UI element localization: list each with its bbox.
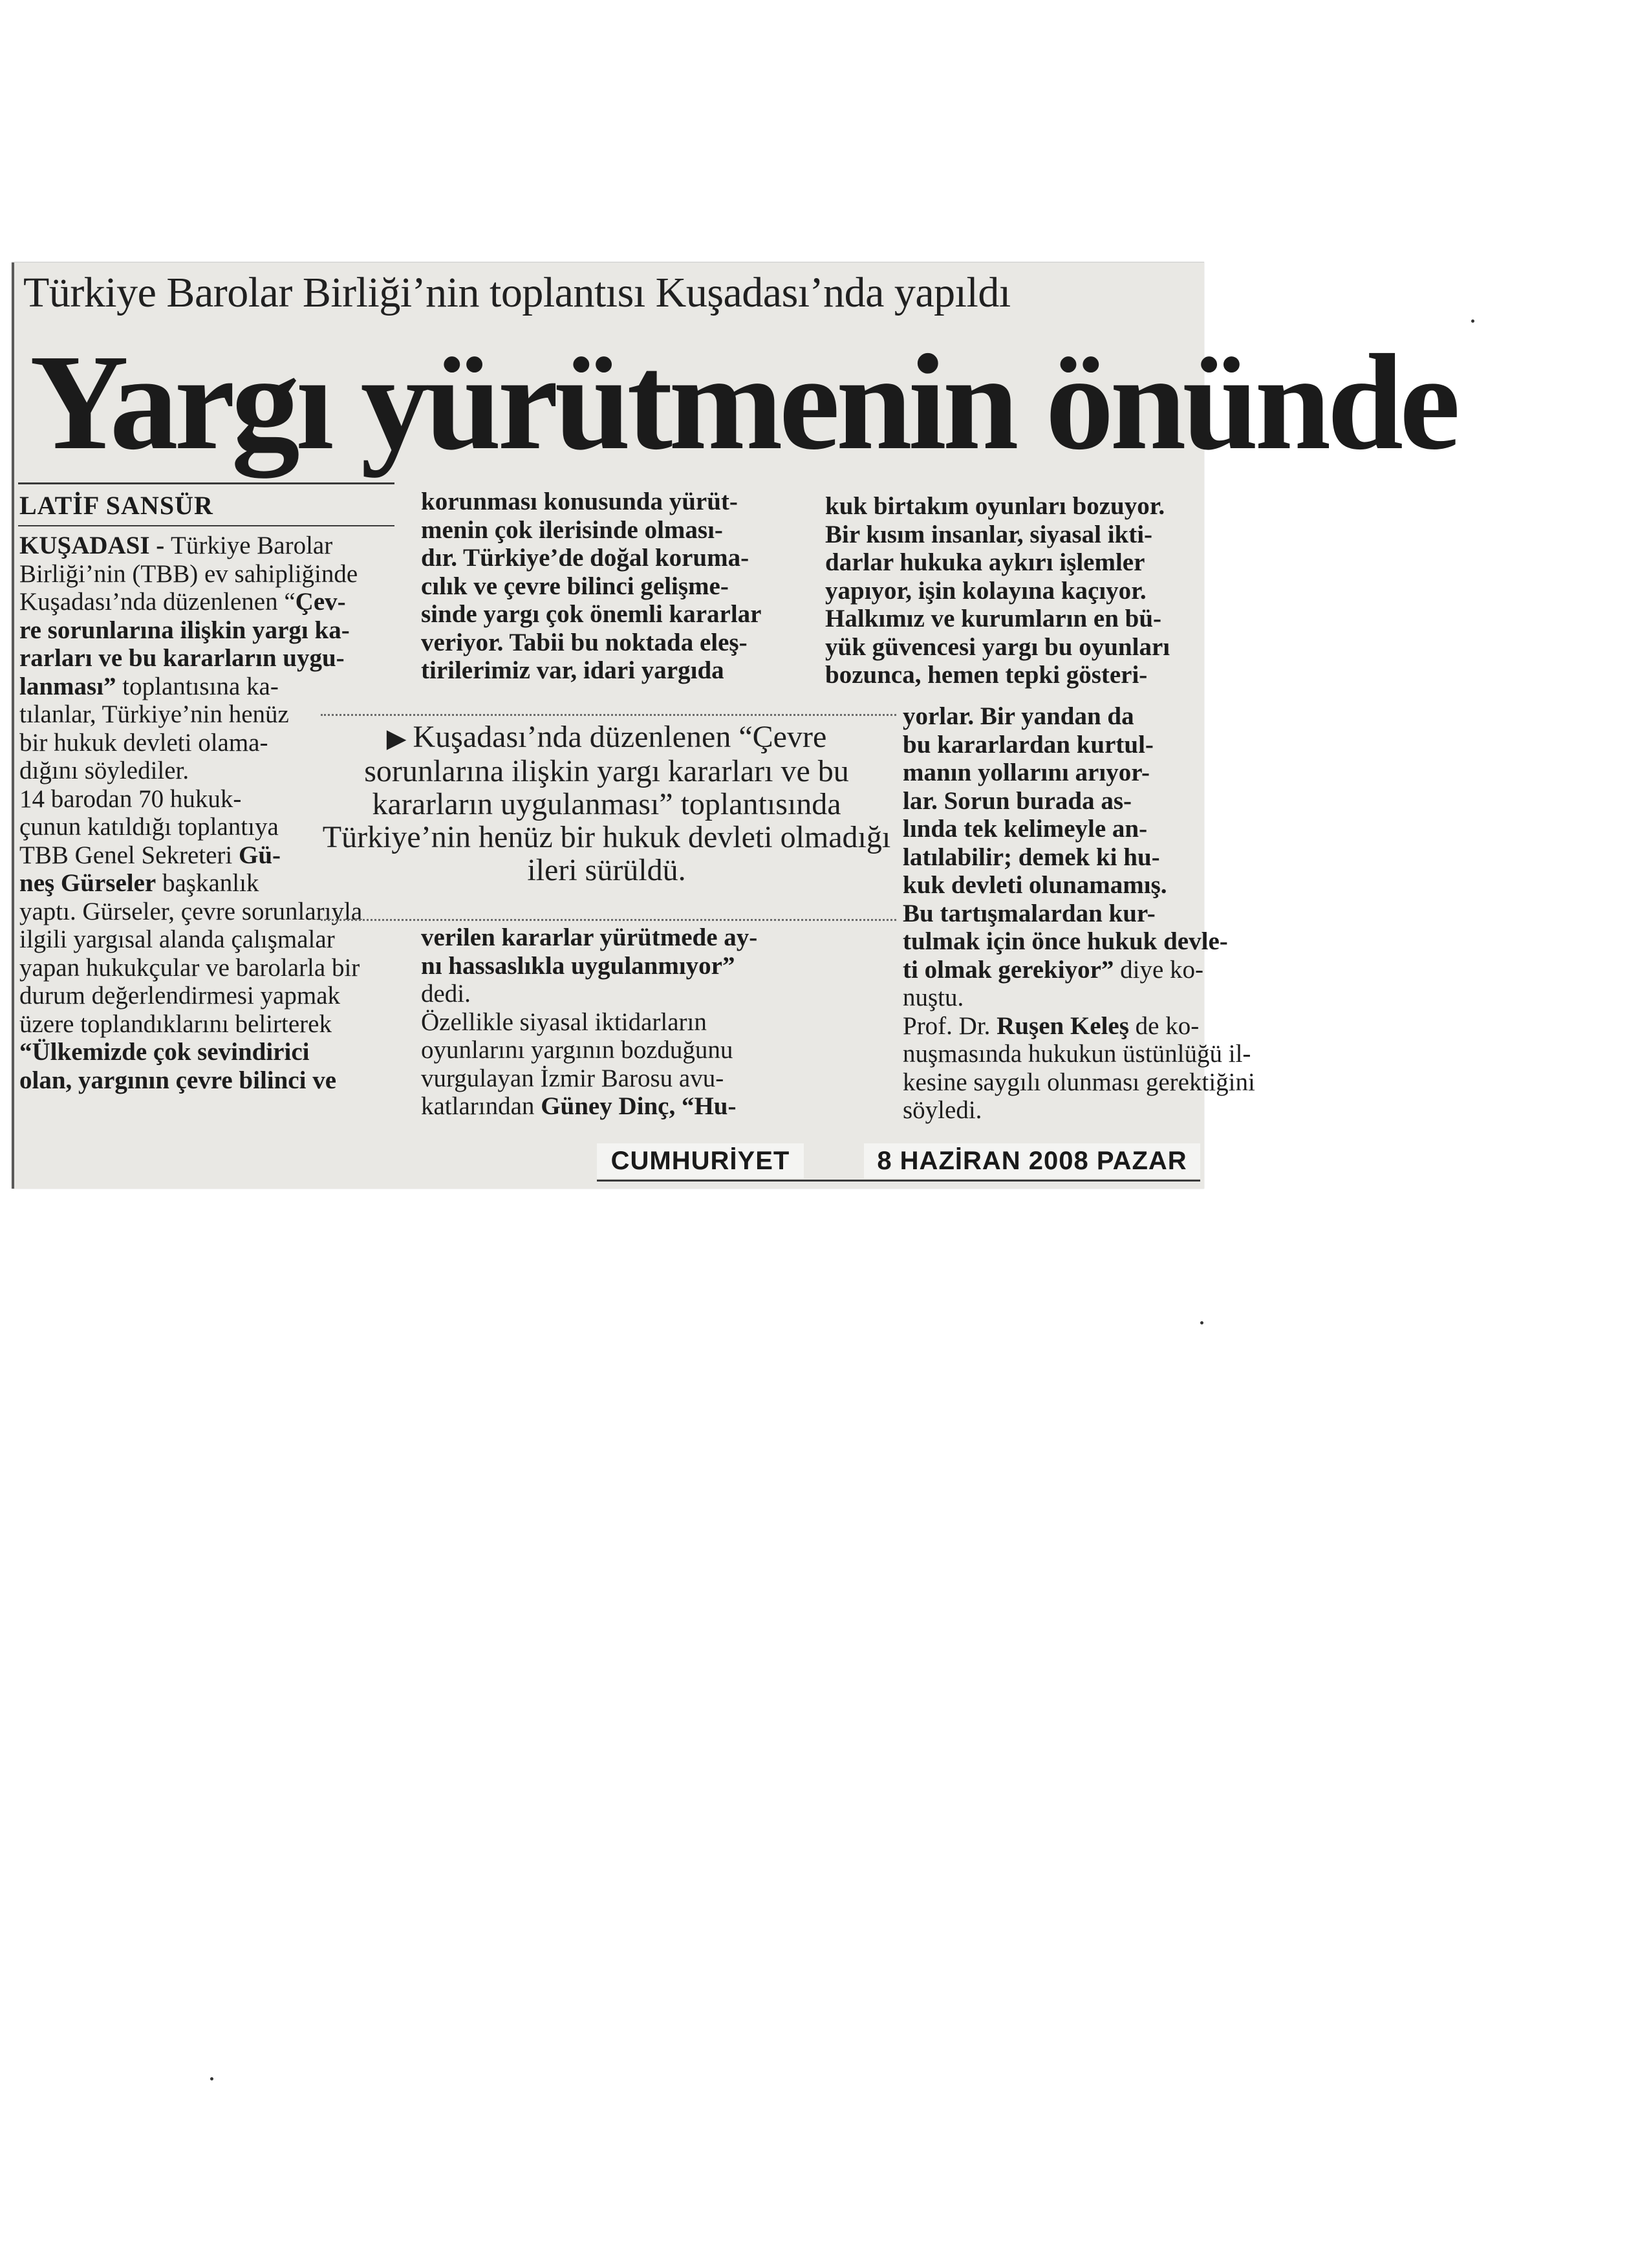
text-run: yorlar. Bir yandan da [903,702,1134,730]
text-line [903,1068,1255,1097]
text-run: dır. Türkiye’de doğal koruma- [421,544,749,572]
text-run: üzere toplandıklarını belirterek [19,1010,332,1038]
text-run: yapan hukukçular ve barolarla bir [19,953,360,982]
text-run: “Ülkemizde çok sevindirici [19,1038,310,1066]
text-run: bir hukuk devleti olama- [19,728,268,757]
text-line [903,843,1200,872]
text-run: re sorunlarına ilişkin yargı ka- [19,616,350,644]
text-run: darlar hukuka aykırı işlemler [825,548,1145,576]
article-column-2-bottom [421,923,803,1121]
text-line [903,1012,1200,1041]
text-line [421,629,803,657]
footer-underline [597,1180,1200,1182]
text-run: ti olmak gerekiyor” [903,955,1114,984]
text-line [19,644,394,673]
text-line [903,984,1200,1012]
text-run: Birliği’nin (TBB) ev sahipliğinde [19,559,358,588]
text-run: neş Gürseler [19,869,156,897]
newspaper-name: CUMHURİYET [597,1143,804,1178]
scan-speck [210,2077,213,2080]
text-run: menin çok ilerisinde olması- [421,515,723,544]
text-run: de ko- [1128,1011,1200,1040]
text-line [903,900,1200,928]
text-run: dığını söylediler. [19,757,189,784]
text-line [903,815,1200,843]
text-run: Bu tartışmalardan kur- [903,899,1156,927]
text-line [421,488,803,516]
text-run: Çev- [295,588,346,616]
text-run: dedi. [421,980,471,1008]
text-run: diye ko- [1114,955,1204,984]
text-line [19,532,394,560]
text-line [19,1010,394,1039]
text-line [19,616,394,645]
text-line [19,954,394,982]
pullquote [316,720,898,914]
text-line [903,871,1200,900]
text-line [421,952,803,980]
article-column-2-top [421,488,803,685]
text-run: tirilerimiz var, idari yargıda [421,656,724,684]
text-line [421,516,803,545]
text-run: latılabilir; demek ki hu- [903,843,1160,871]
text-run: söyledi. [903,1096,982,1124]
text-run: nuştu. [903,984,964,1011]
text-run: manın yollarını arıyor- [903,759,1150,786]
text-line [19,673,394,701]
text-run: ilgili yargısal alanda çalışmalar [19,925,335,953]
text-run: verilen kararlar yürütmede ay- [421,923,758,951]
text-run: korunması konusunda yürüt- [421,488,738,515]
text-line [903,787,1200,815]
text-line [825,661,1200,689]
text-line [903,1096,1200,1125]
text-run: KUŞADASI - [19,532,171,559]
text-line [903,927,1228,956]
text-line [903,955,1204,984]
text-line [421,544,803,572]
text-line [421,1092,803,1121]
pullquote-bottom-rule [321,919,896,921]
text-run: başkanlık [156,869,259,897]
scan-speck [1200,1321,1203,1324]
text-run: Kuşadası’nda düzenlenen “ [19,588,296,616]
text-run: nuşmasında hukukun üstünlüğü il- [903,1040,1251,1068]
text-run: lında tek kelimeyle an- [903,815,1148,843]
text-run: Güney Dinç, “Hu- [541,1092,737,1120]
text-run: kuk birtakım oyunları bozuyor. [825,492,1165,520]
text-run: durum değerlendirmesi yapmak [19,982,341,1010]
text-run: tılanlar, Türkiye’nin henüz [19,700,289,728]
text-line [825,548,1200,577]
text-run: vurgulayan İzmir Barosu avu- [421,1064,724,1092]
text-line [421,923,803,952]
text-line [825,577,1200,605]
text-line [421,600,803,629]
text-line [421,1036,803,1064]
text-line [19,560,394,589]
byline-top-rule [18,482,394,484]
text-run: yapıyor, işin kolayına kaçıyor. [825,576,1147,605]
text-line [19,982,394,1010]
text-run: oyunlarını yargının bozduğunu [421,1036,733,1064]
text-run: 14 barodan 70 hukuk- [19,784,242,813]
text-line [825,605,1200,633]
text-run: çunun katıldığı toplantıya [19,813,279,841]
text-run: veriyor. Tabii bu noktada eleş- [421,628,748,656]
byline-bottom-rule [18,525,394,526]
article-column-3-bottom [903,702,1255,1125]
text-line [421,1008,803,1037]
text-line [19,1066,394,1095]
text-run: Gü- [238,841,281,869]
text-line [903,1040,1251,1068]
text-run: cılık ve çevre bilinci gelişme- [421,572,729,600]
text-run: Ruşen Keleş [997,1011,1129,1040]
text-run: yük güvencesi yargı bu oyunları [825,632,1170,661]
article-byline: LATİF SANSÜR [19,491,213,520]
text-run: nı hassaslıkla uygulanmıyor” [421,951,735,980]
text-run: olan, yargının çevre bilinci ve [19,1066,337,1094]
text-run: lanması” [19,672,116,700]
text-run: TBB Genel Sekreteri [19,841,239,869]
text-run: katlarından [421,1092,541,1120]
text-line [903,702,1200,731]
text-run: bu kararlardan kurtul- [903,730,1154,759]
text-line [19,588,394,616]
text-run: Özellikle siyasal iktidarların [421,1008,707,1036]
text-line [825,521,1200,549]
text-run: kesine saygılı olunması gerektiğini [903,1068,1255,1096]
text-run: tulmak için önce hukuk devle- [903,927,1228,955]
scan-speck [1471,319,1474,323]
text-line [19,925,394,954]
text-line [421,656,803,685]
text-run: toplantısına ka- [116,672,279,700]
text-run: bozunca, hemen tepki gösteri- [825,661,1148,689]
article-column-3-top [825,492,1200,689]
text-line [421,1064,803,1093]
text-run: sinde yargı çok önemli kararlar [421,600,762,628]
text-run: yaptı. Gürseler, çevre sorunlarıyla [19,897,363,925]
newspaper-clipping [12,262,1457,1189]
text-run: rarları ve bu kararların uygu- [19,644,345,672]
text-line [903,731,1200,759]
pullquote-text: Kuşadası’nda düzenlenen “Çevre sorunlarına ilişkin yargı kararları ve bu kararların uygulanması” toplantısında Türkiye’nin henüz bir hukuk devleti olmadığı ileri sürüldü. [322,720,891,887]
text-run: Halkımız ve kurumların en bü- [825,605,1162,632]
text-run: Bir kısım insanlar, siyasal ikti- [825,520,1153,548]
publication-date: 8 HAZİRAN 2008 PAZAR [864,1143,1200,1178]
text-line [825,633,1200,662]
text-line [421,572,803,601]
text-run: kuk devleti olunamamış. [903,871,1167,899]
pullquote-top-rule [321,714,896,716]
article-subheadline: Türkiye Barolar Birliği’nin toplantısı Kuşadası’nda yapıldı [23,269,1011,316]
text-line [903,759,1200,787]
text-run: lar. Sorun burada as- [903,786,1132,815]
clipping-left-edge [12,263,14,1189]
article-headline: Yargı yürütmenin önünde [30,326,1457,478]
text-line [825,492,1200,521]
text-line [19,1038,394,1066]
text-run: Türkiye Barolar [171,532,333,559]
pullquote-arrow-icon: ▶ [386,724,407,753]
text-run: Prof. Dr. [903,1011,997,1040]
text-line [421,980,803,1008]
